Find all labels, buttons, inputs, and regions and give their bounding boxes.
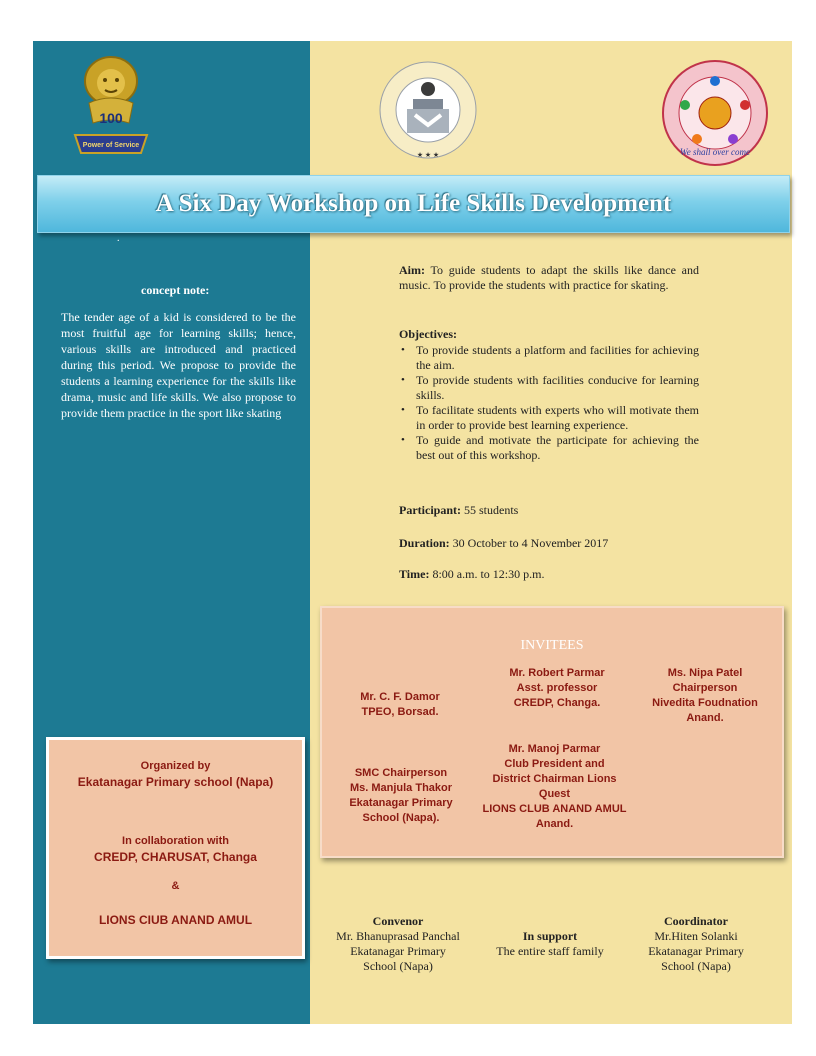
coordinator-name: Mr.Hiten Solanki: [654, 929, 738, 943]
time-value: 8:00 a.m. to 12:30 p.m.: [429, 567, 545, 581]
list-item: • To guide and motivate the participate for achieving the best out of this workshop.: [401, 433, 699, 462]
organized-by-box: [46, 737, 305, 959]
list-item: • To provide students with facilities conducive for learning skills.: [401, 373, 699, 402]
lions-club-name: LIONS CIUB ANAND AMUL: [98, 913, 253, 927]
invitee-smc-chairperson: SMC Chairperson Ms. Manjula Thakor Ekatanagar Primary School (Napa).: [349, 767, 453, 824]
support-title: In support: [522, 929, 578, 943]
bullet-icon: •: [401, 374, 405, 386]
participant-label: Participant:: [399, 503, 461, 517]
list-item: • To provide students a platform and facilities for achieving the aim.: [401, 343, 699, 372]
objectives-heading: Objectives:: [399, 327, 457, 341]
invitees-title: INVITEES: [520, 638, 584, 653]
lions-centennial-logo: [71, 53, 151, 163]
invitee-robert-parmar: Mr. Robert Parmar Asst. professor CREDP, Changa.: [509, 667, 605, 709]
invitee-damor: Mr. C. F. Damor TPEO, Borsad.: [360, 691, 440, 718]
coordinator-title: Coordinator: [664, 914, 728, 928]
we-shall-overcome-logo: [661, 59, 769, 167]
lions-badge-number: 100: [99, 110, 123, 126]
support-text: The entire staff family: [496, 944, 604, 958]
organizer-school: Ekatanagar Primary school (Napa): [77, 775, 274, 789]
collaboration-label: In collaboration with: [122, 835, 229, 847]
logo-motto: We shall over come: [680, 147, 750, 157]
aim-label: Aim:: [399, 263, 425, 277]
convenor-block: Convenor Mr. Bhanuprasad Panchal Ekatanagar Primary School (Napa): [323, 914, 473, 974]
organized-by-label: Organized by: [140, 760, 211, 772]
duration-value: 30 October to 4 November 2017: [449, 536, 609, 550]
page-title: A Six Day Workshop on Life Skills Development: [155, 190, 672, 217]
stray-dot: .: [117, 233, 120, 244]
lions-tagline: Power of Service: [82, 142, 140, 149]
ampersand: &: [171, 880, 180, 892]
duration-label: Duration:: [399, 536, 450, 550]
credp-logo: [369, 59, 487, 161]
collaboration-partners: CREDP, CHARUSAT, Changa: [94, 850, 257, 864]
convenor-title: Convenor: [372, 914, 424, 928]
bullet-icon: •: [401, 404, 405, 416]
bullet-icon: •: [401, 434, 405, 446]
objectives-list: [399, 343, 699, 463]
convenor-name: Mr. Bhanuprasad Panchal: [336, 929, 460, 943]
title-banner: [37, 175, 790, 233]
invitee-nipa-patel: Ms. Nipa Patel Chairperson Nivedita Foudnation Anand.: [652, 667, 758, 724]
duration-line: [399, 536, 608, 551]
time-line: [399, 567, 544, 582]
participant-line: [399, 503, 518, 518]
svg-text:★ ★ ★: ★ ★ ★: [416, 151, 440, 159]
aim-text: To guide students to adapt the skills like dance and music. To provide the students with practice for skating.: [399, 263, 699, 292]
aim-paragraph: [399, 263, 699, 293]
time-label: Time:: [399, 567, 430, 581]
flyer-page: [33, 41, 792, 1024]
concept-note-text: The tender age of a kid is considered to be the most fruitful age for learning skills; hence, various skills are introduced and practiced during this period. We propose to provide the students a learning experience for the skills like drama, music and life skills. We also propose to provide them practice in the sport like skating: [61, 310, 296, 420]
concept-note-heading: concept note:: [141, 283, 210, 297]
support-block: [480, 929, 620, 959]
invitees-box: [320, 606, 784, 858]
coordinator-block: Coordinator Mr.Hiten Solanki Ekatanagar Primary School (Napa): [633, 914, 759, 974]
invitee-manoj-parmar: Mr. Manoj Parmar Club President and District Chairman Lions Quest LIONS CLUB ANAND AMUL Anand.: [482, 743, 627, 830]
list-item: • To facilitate students with experts who will motivate them in order to provide best learning experience.: [401, 403, 699, 432]
bullet-icon: •: [401, 344, 405, 356]
participant-value: 55 students: [461, 503, 519, 517]
